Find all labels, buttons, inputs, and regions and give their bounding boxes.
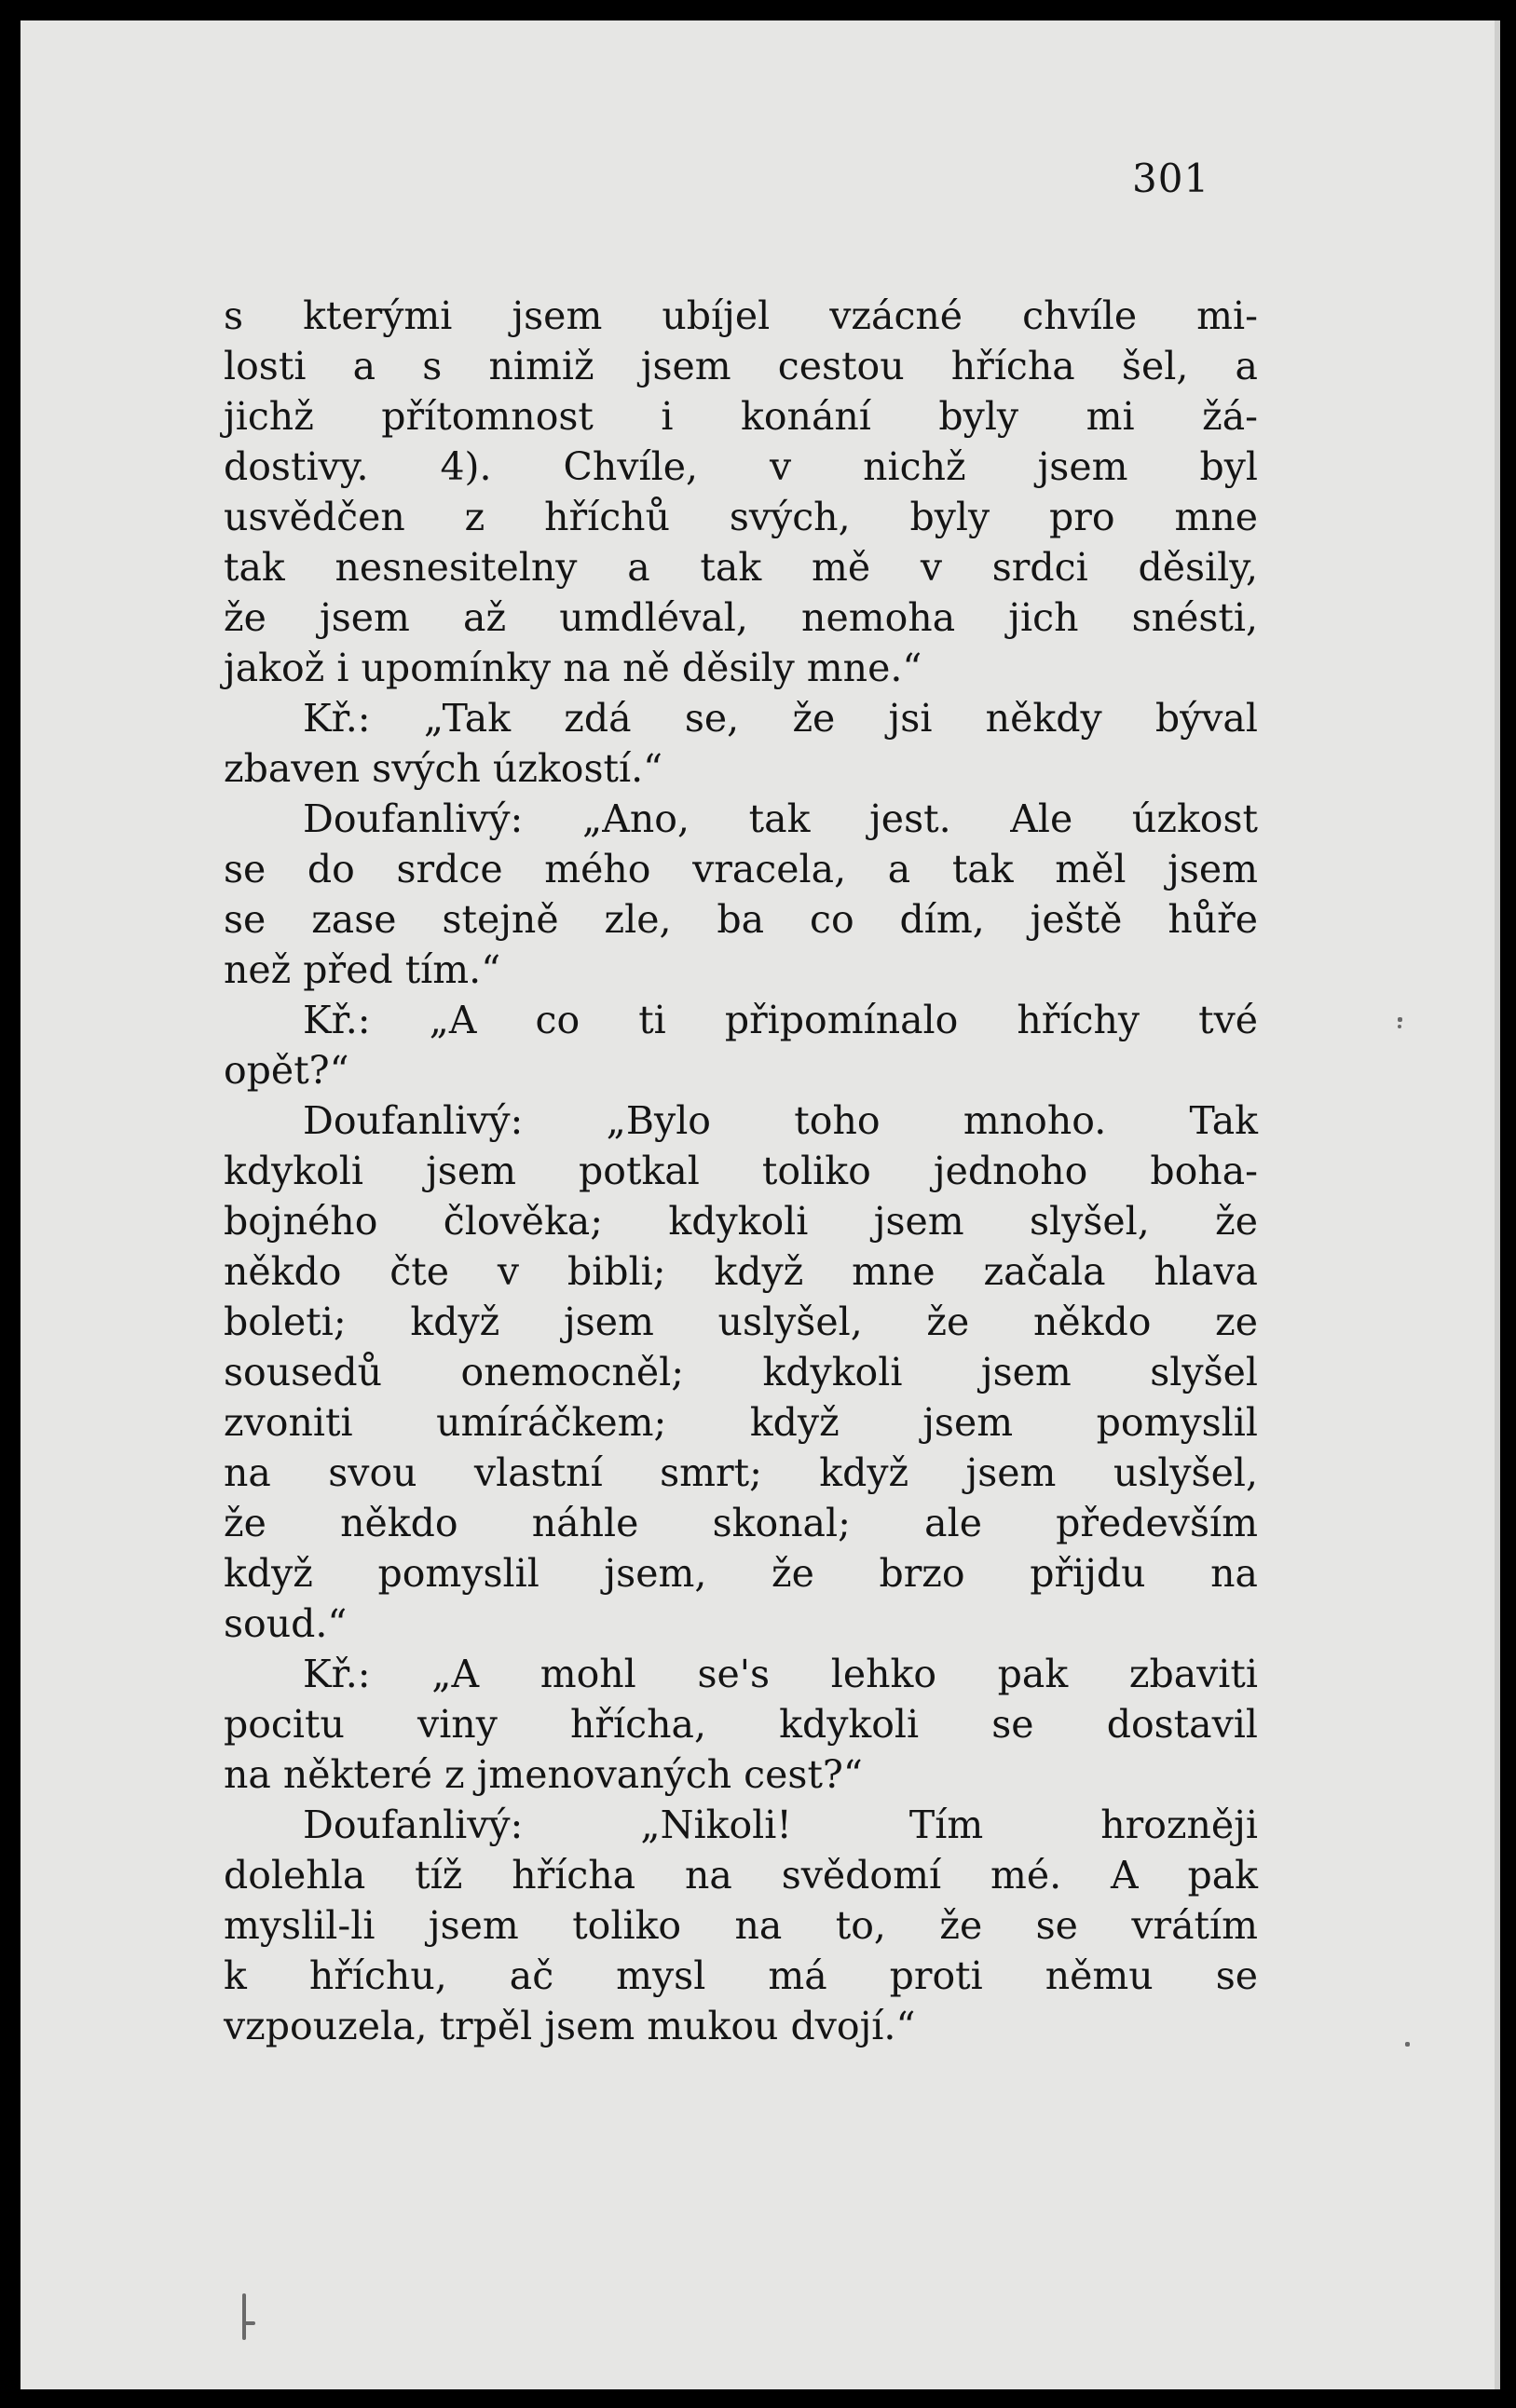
text-line: se do srdce mého vracela, a tak měl jsem bbox=[224, 847, 1258, 891]
scan-speck bbox=[1405, 2042, 1410, 2047]
text-line: že někdo náhle skonal; ale především bbox=[224, 1501, 1258, 1545]
text-line: Doufanlivý: „Bylo toho mnoho. Tak bbox=[303, 1098, 1258, 1143]
text-line: Doufanlivý: „Ano, tak jest. Ale úzkost bbox=[303, 796, 1258, 841]
text-line: sousedů onemocněl; kdykoli jsem slyšel bbox=[224, 1350, 1258, 1394]
text-line: Kř.: „A mohl se's lehko pak zbaviti bbox=[303, 1652, 1258, 1696]
text-line: bojného člověka; kdykoli jsem slyšel, že bbox=[224, 1199, 1258, 1244]
text-line: tak nesnesitelny a tak mě v srdci děsily, bbox=[224, 545, 1258, 590]
text-line: jichž přítomnost i konání byly mi žá- bbox=[224, 394, 1258, 439]
text-line: zvoniti umíráčkem; když jsem pomyslil bbox=[224, 1400, 1258, 1445]
text-line: opět?“ bbox=[224, 1048, 349, 1093]
scan-speck bbox=[242, 2293, 246, 2340]
scan-speck bbox=[1398, 1025, 1401, 1028]
text-line: pocitu viny hřícha, kdykoli se dostavil bbox=[224, 1702, 1258, 1747]
text-line: k hříchu, ač mysl má proti němu se bbox=[224, 1953, 1258, 1998]
text-line: že jsem až umdléval, nemoha jich snésti, bbox=[224, 595, 1258, 640]
text-line: dolehla tíž hřícha na svědomí mé. A pak bbox=[224, 1853, 1258, 1898]
page-number: 301 bbox=[1132, 156, 1210, 201]
text-line: boleti; když jsem uslyšel, že někdo ze bbox=[224, 1299, 1258, 1344]
text-line: se zase stejně zle, ba co dím, ještě hůře bbox=[224, 897, 1258, 942]
text-line: losti a s nimiž jsem cestou hřícha šel, a bbox=[224, 344, 1258, 388]
text-line: Kř.: „Tak zdá se, že jsi někdy býval bbox=[303, 696, 1258, 741]
text-line: na svou vlastní smrt; když jsem uslyšel, bbox=[224, 1450, 1258, 1495]
body-text bbox=[224, 291, 1258, 2051]
scan-speck bbox=[242, 2321, 255, 2325]
text-line: Kř.: „A co ti připomínalo hříchy tvé bbox=[303, 998, 1258, 1042]
text-line: usvědčen z hříchů svých, byly pro mne bbox=[224, 495, 1258, 539]
text-line: zbaven svých úzkostí.“ bbox=[224, 746, 663, 791]
text-line: jakož i upomínky na ně děsily mne.“ bbox=[224, 646, 922, 690]
text-line: vzpouzela, trpěl jsem mukou dvojí.“ bbox=[224, 2004, 916, 2048]
text-line: kdykoli jsem potkal toliko jednoho boha- bbox=[224, 1149, 1258, 1193]
text-line: když pomyslil jsem, že brzo přijdu na bbox=[224, 1551, 1258, 1596]
scan-speck bbox=[1398, 1017, 1402, 1022]
text-line: dostivy. 4). Chvíle, v nichž jsem byl bbox=[224, 444, 1258, 489]
text-line: někdo čte v bibli; když mne začala hlava bbox=[224, 1249, 1258, 1294]
book-page bbox=[20, 20, 1500, 2389]
text-line: na některé z jmenovaných cest?“ bbox=[224, 1752, 863, 1797]
text-line: Doufanlivý: „Nikoli! Tím hrozněji bbox=[303, 1803, 1258, 1847]
text-line: s kterými jsem ubíjel vzácné chvíle mi- bbox=[224, 293, 1258, 338]
text-line: soud.“ bbox=[224, 1601, 348, 1646]
text-line: myslil-li jsem toliko na to, že se vrátím bbox=[224, 1903, 1258, 1948]
text-line: než před tím.“ bbox=[224, 947, 501, 992]
